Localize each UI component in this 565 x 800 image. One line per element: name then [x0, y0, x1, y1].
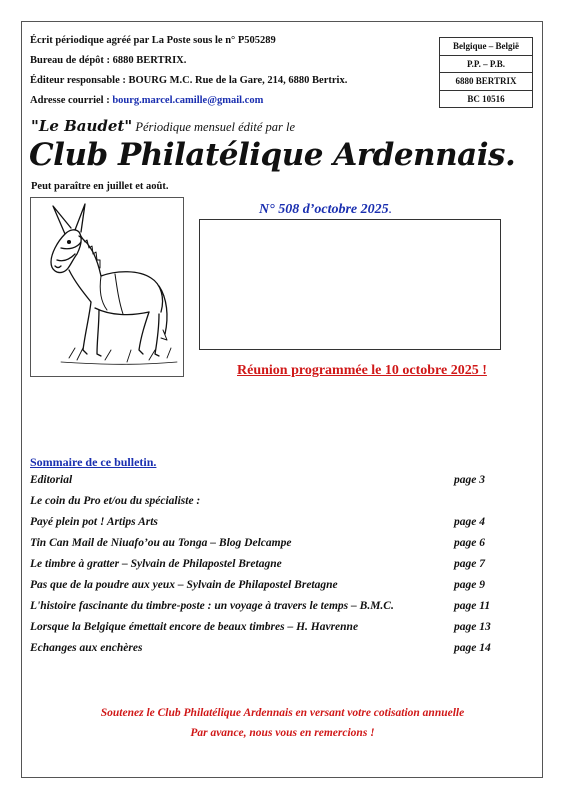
- toc-title: Echanges aux enchères: [30, 642, 143, 654]
- toc-row[interactable]: [30, 600, 530, 618]
- club-title: Club Philatélique Ardennais.: [29, 137, 516, 173]
- toc-row[interactable]: [30, 621, 530, 639]
- support-appeal: Soutenez le Club Philatélique Ardennais en versant votre cotisation annuelle: [100, 707, 465, 719]
- bulletin-name: "Le Baudet": [31, 117, 133, 135]
- toc-page: page 7: [454, 558, 485, 570]
- publisher-line: Éditeur responsable : BOURG M.C. Rue de la Gare, 214, 6880 Bertrix.: [30, 75, 348, 86]
- toc-row[interactable]: [30, 495, 530, 513]
- email-link[interactable]: bourg.marcel.camille@gmail.com: [112, 95, 264, 106]
- donkey-drawing-icon: [30, 197, 184, 377]
- summer-note: Peut paraître en juillet et août.: [31, 181, 169, 192]
- issue-label: N° 508 d’octobre 2025: [259, 202, 389, 217]
- issue-number: [259, 202, 392, 218]
- toc-title: Le coin du Pro et/ou du spécialiste :: [30, 495, 201, 507]
- toc-title: Tin Can Mail de Niuafo’ou au Tonga – Blog Delcampe: [30, 537, 292, 549]
- toc-page: page 11: [454, 600, 491, 612]
- toc-row[interactable]: [30, 516, 530, 534]
- toc-title: Lorsque la Belgique émettait encore de beaux timbres – H. Havrenne: [30, 621, 359, 633]
- toc-title: Pas que de la poudre aux yeux – Sylvain de Philapostel Bretagne: [30, 579, 338, 591]
- toc-row[interactable]: [30, 537, 530, 555]
- toc-row[interactable]: [30, 474, 530, 492]
- toc-row[interactable]: [30, 642, 530, 660]
- toc-row[interactable]: [30, 579, 530, 597]
- email-label: Adresse courriel :: [30, 95, 113, 106]
- toc-title: Editorial: [30, 474, 73, 486]
- toc-page: page 13: [454, 621, 491, 633]
- masthead-line: [31, 117, 295, 136]
- issue-dot: .: [388, 202, 393, 217]
- toc-page: page 9: [454, 579, 485, 591]
- registration-line: Écrit périodique agréé par La Poste sous le n° P505289: [30, 35, 276, 46]
- thanks-line: Par avance, nous vous en remercions !: [190, 727, 375, 739]
- toc-page: page 14: [454, 642, 491, 654]
- toc-page: page 6: [454, 537, 485, 549]
- toc-title: Le timbre à gratter – Sylvain de Philapostel Bretagne: [30, 558, 282, 570]
- toc-page: page 3: [454, 474, 485, 486]
- toc-row[interactable]: [30, 558, 530, 576]
- postage-box-line: Belgique – België: [440, 38, 532, 56]
- email-line: [30, 95, 263, 106]
- address-box: [199, 219, 501, 350]
- meeting-announcement: Réunion programmée le 10 octobre 2025 !: [237, 363, 487, 378]
- postage-box-line: P.P. – P.B.: [440, 56, 532, 74]
- contents-heading[interactable]: Sommaire de ce bulletin.: [30, 455, 157, 469]
- postage-box-line: BC 10516: [467, 93, 505, 104]
- depot-line: Bureau de dépôt : 6880 BERTRIX.: [30, 55, 187, 66]
- bulletin-tagline: Périodique mensuel édité par le: [132, 120, 296, 134]
- toc-page: page 4: [454, 516, 485, 528]
- postage-box: [439, 37, 533, 108]
- toc-title: L'histoire fascinante du timbre-poste : un voyage à travers le temps – B.M.C.: [30, 600, 394, 612]
- postage-box-line: 6880 BERTRIX: [440, 73, 532, 91]
- donkey-drawing-svg: [31, 198, 181, 374]
- toc-title: Payé plein pot ! Artips Arts: [30, 516, 158, 528]
